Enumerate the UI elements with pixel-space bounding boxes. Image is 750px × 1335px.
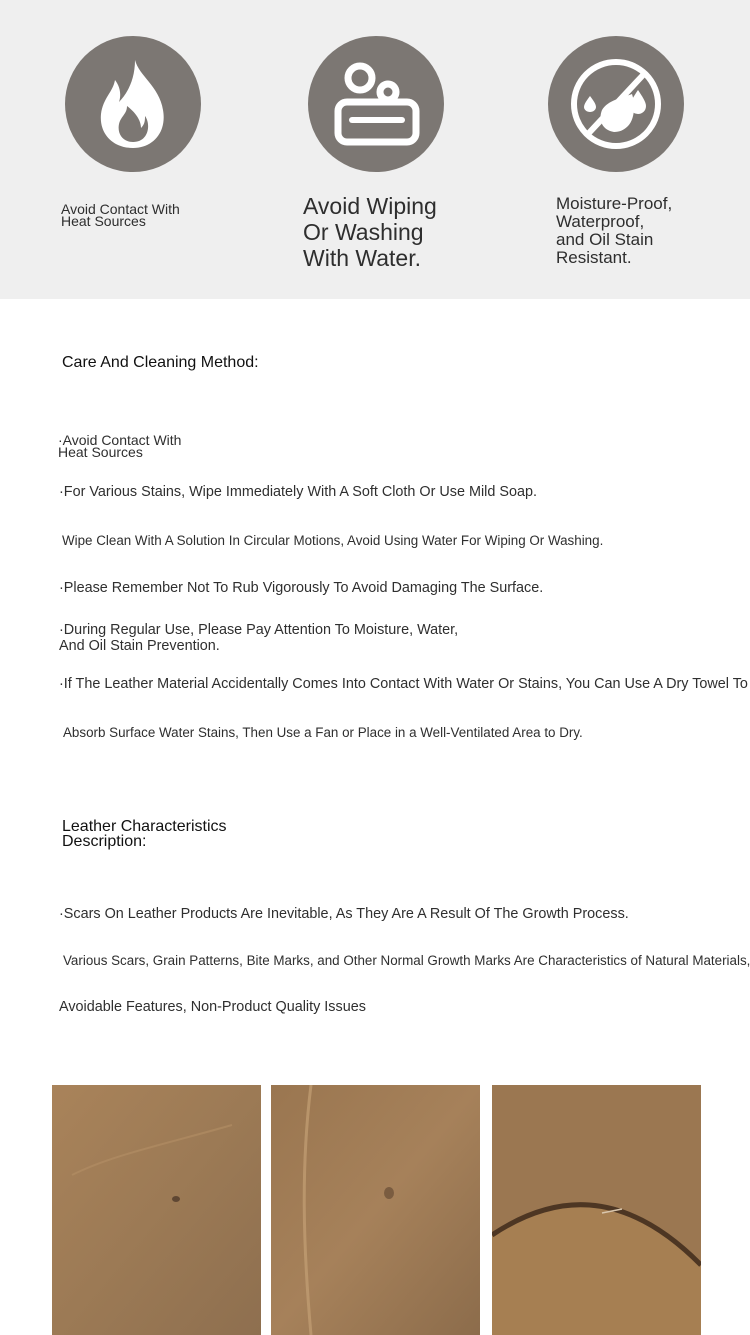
icon-caption-heat: Avoid Contact With Heat Sources <box>61 201 180 229</box>
leather-heading: Leather Characteristics Description: <box>62 818 227 850</box>
soap-bar-icon <box>308 36 444 172</box>
leather-scar-photo-2 <box>271 1085 480 1335</box>
leather-line-3: Avoidable Features, Non-Product Quality Issues <box>59 999 366 1015</box>
icon-caption-water: Avoid Wiping Or Washing With Water. <box>303 193 437 271</box>
leather-scar-photo-1 <box>52 1085 261 1335</box>
leather-line-2: Various Scars, Grain Patterns, Bite Marks, and Other Normal Growth Marks Are Characteristics of Natural Materials, <box>63 953 750 968</box>
no-water-oil-icon <box>548 36 684 172</box>
flame-icon <box>65 36 201 172</box>
care-heading: Care And Cleaning Method: <box>62 354 259 371</box>
care-line-7: Absorb Surface Water Stains, Then Use a Fan or Place in a Well-Ventilated Area to Dry. <box>63 725 583 740</box>
care-line-4: ·Please Remember Not To Rub Vigorously To Avoid Damaging The Surface. <box>59 580 544 596</box>
care-line-1: ·Avoid Contact With Heat Sources <box>58 432 182 460</box>
leather-scar-photo-3 <box>492 1085 701 1335</box>
care-line-2: ·For Various Stains, Wipe Immediately With A Soft Cloth Or Use Mild Soap. <box>59 484 537 500</box>
leather-line-1: ·Scars On Leather Products Are Inevitable, As They Are A Result Of The Growth Process. <box>59 906 629 922</box>
care-line-3: Wipe Clean With A Solution In Circular Motions, Avoid Using Water For Wiping Or Washing. <box>62 533 604 548</box>
icon-caption-moisture: Moisture-Proof, Waterproof, and Oil Stain Resistant. <box>556 194 673 267</box>
care-line-6: ·If The Leather Material Accidentally Comes Into Contact With Water Or Stains, You Can Use A Dry Towel To <box>59 676 748 692</box>
care-line-5: ·During Regular Use, Please Pay Attention To Moisture, Water, And Oil Stain Prevention. <box>59 622 459 654</box>
